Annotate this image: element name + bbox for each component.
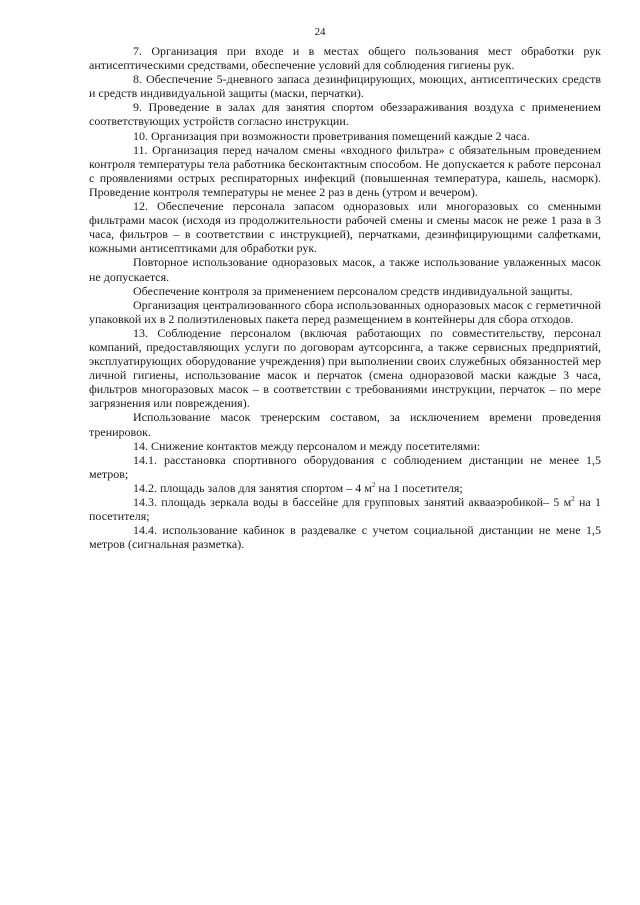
paragraph-13-trainers: Использование масок тренерским составом, за исключением времени проведения тренировок. <box>89 410 601 439</box>
paragraph-14-2-tail: на 1 посетителя; <box>375 480 463 495</box>
paragraph-13: 13. Соблюдение персоналом (включая работающих по совместительству, персонал компаний, предоставляющих услуги по договорам аутсорсинга, а также сервисных предприятий, эксплуатирующих оборудование учреждения) при выполнении своих служебных обязанностей мер личной гигиены, использование масок и перчаток (смена одноразовой маски каждые 3 часа, фильтров многоразовых масок – в соответствии с требованиями инструкции, перчаток – по мере загрязнения или повреждения). <box>89 325 601 411</box>
paragraph-12-mask-collection: Организация централизованного сбора использованных одноразовых масок с герметичной упаковкой их в 2 полиэтиленовых пакета перед размещением в контейнеры для сбора отходов. <box>89 297 601 326</box>
paragraph-12-masks-reuse: Повторное использование одноразовых масок, а также использование увлаженных масок не допускается. <box>89 255 601 284</box>
square-superscript: 2 <box>571 495 575 503</box>
square-superscript: 2 <box>371 480 376 489</box>
paragraph-14-1: 14.1. расстановка спортивного оборудования с соблюдением дистанции не менее 1,5 метров; <box>89 452 601 481</box>
paragraph-14-2 <box>89 481 601 495</box>
paragraph-8: 8. Обеспечение 5-дневного запаса дезинфицирующих, моющих, антисептических средств и средств индивидуальной защиты (маски, перчатки). <box>89 72 601 101</box>
paragraph-11: 11. Организация перед началом смены «входного фильтра» с обязательным проведением контроля температуры тела работника бесконтактным способом. Не допускается к работе персонал с проявлениями острых респираторных инфекций (повышенная температура, кашель, насморк). Проведение контроля температуры не менее 2 раз в день (утром и вечером). <box>89 142 601 199</box>
paragraph-14-3-text: 14.3. площадь зеркала воды в бассейне для групповых занятий аквааэробикой– 5 м <box>133 495 572 509</box>
paragraph-12: 12. Обеспечение персонала запасом одноразовых или многоразовых со сменными фильтрами масок (исходя из продолжительности рабочей смены и смены масок не реже 1 раза в 3 часа, фильтров – в соответствии с инструкцией), перчатками, дезинфицирующими салфетками, кожными антисептиками для обработки рук. <box>89 199 601 256</box>
paragraph-12-ppe-control: Обеспечение контроля за применением персоналом средств индивидуальной защиты. <box>133 283 573 298</box>
paragraph-10: 10. Организация при возможности проветривания помещений каждые 2 часа. <box>133 128 530 143</box>
document-body <box>89 44 601 551</box>
paragraph-14-3 <box>89 495 601 523</box>
paragraph-14-2-text: 14.2. площадь залов для занятия спортом – 4 м <box>133 480 372 495</box>
page-number: 24 <box>314 26 326 38</box>
paragraph-14-4: 14.4. использование кабинок в раздевалке с учетом социальной дистанции не мене 1,5 метров (сигнальная разметка). <box>89 523 601 552</box>
paragraph-14-3-tail: на 1 посетителя; <box>89 495 601 524</box>
paragraph-7: 7. Организация при входе и в местах общего пользования мест обработки рук антисептическими средствами, обеспечение условий для соблюдения гигиены рук. <box>89 44 601 73</box>
paragraph-14: 14. Снижение контактов между персоналом и между посетителями: <box>133 438 481 453</box>
paragraph-9: 9. Проведение в залах для занятия спортом обеззараживания воздуха с применением соответствующих устройств согласно инструкции. <box>89 100 601 129</box>
